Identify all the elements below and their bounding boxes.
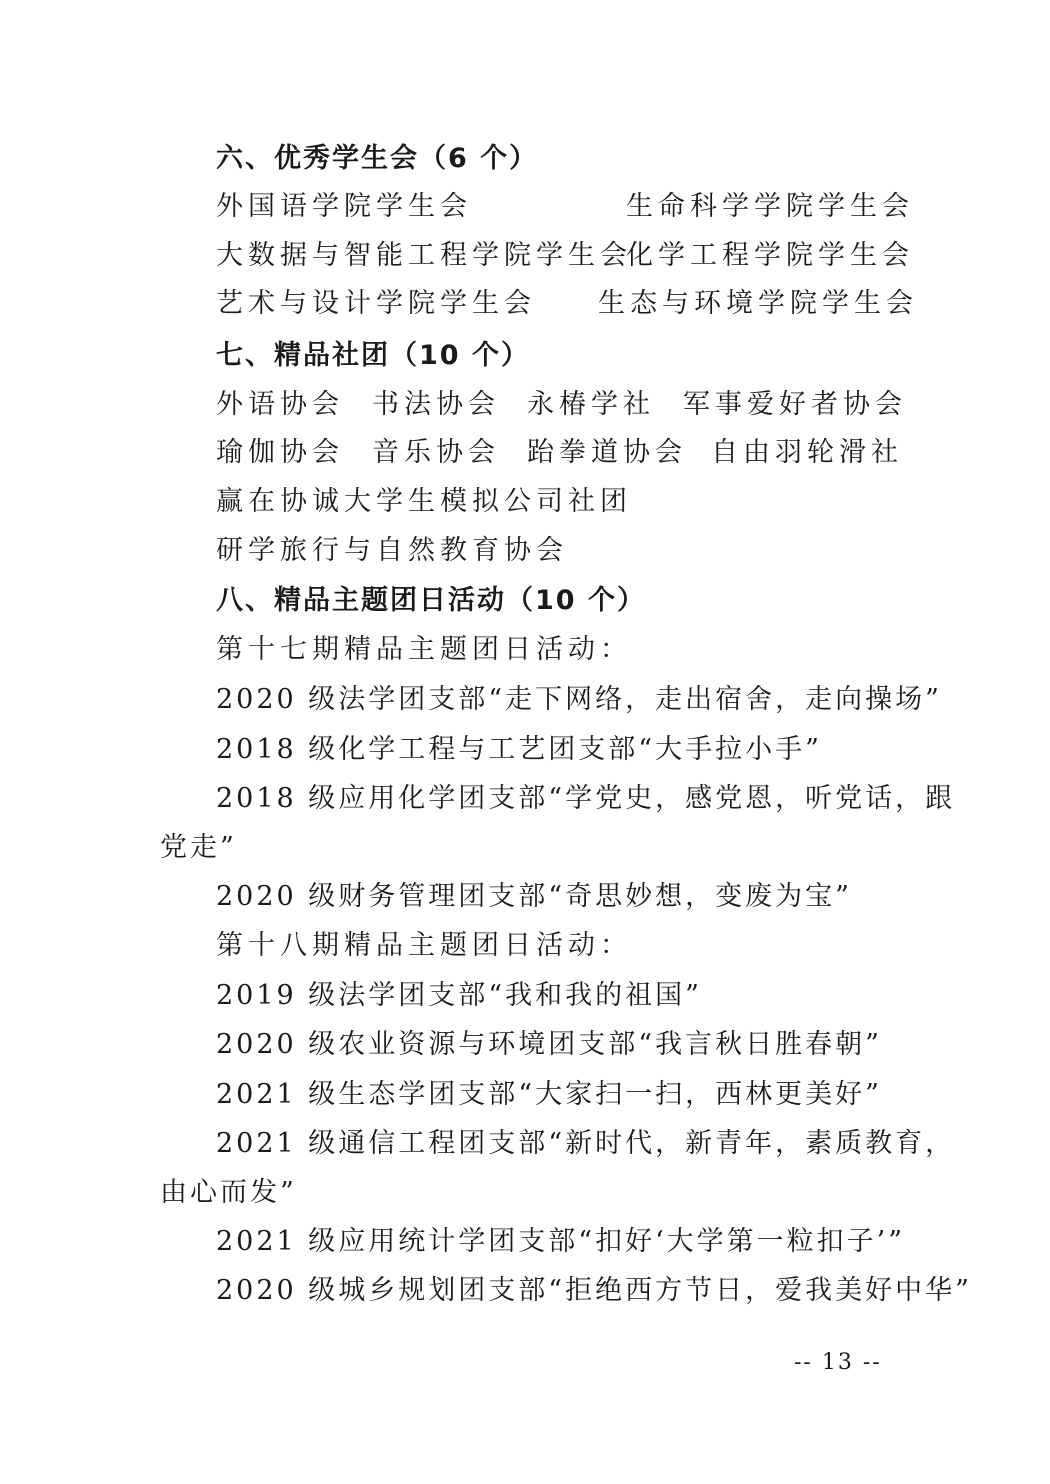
activity-item-continuation: 党走” — [160, 832, 237, 863]
club-item: 跆拳道协会 — [527, 437, 687, 468]
club-item: 书法协会 — [372, 389, 500, 420]
period-label: 第十八期精品主题团日活动： — [216, 930, 632, 961]
council-item: 外国语学院学生会 — [216, 191, 472, 222]
club-item: 自由羽轮滑社 — [711, 437, 903, 468]
activity-item: 2020 级农业资源与环境团支部“我言秋日胜春朝” — [216, 1029, 882, 1060]
council-item: 大数据与智能工程学院学生会 — [216, 240, 632, 271]
activity-item: 2021 级应用统计学团支部“扣好‘大学第一粒扣子’” — [216, 1226, 906, 1257]
council-item: 化学工程学院学生会 — [626, 240, 914, 271]
club-item: 军事爱好者协会 — [683, 389, 907, 420]
club-item: 永椿学社 — [527, 389, 655, 420]
activity-item: 2020 级城乡规划团支部“拒绝西方节日，爱我美好中华” — [216, 1275, 972, 1306]
club-item: 瑜伽协会 — [216, 437, 344, 468]
activity-item: 2020 级财务管理团支部“奇思妙想，变废为宝” — [216, 881, 852, 912]
activity-item-continuation: 由心而发” — [160, 1177, 297, 1208]
activity-item: 2021 级生态学团支部“大家扫一扫，西林更美好” — [216, 1079, 882, 1110]
council-item: 艺术与设计学院学生会 — [216, 288, 536, 319]
section-heading-six: 六、优秀学生会（6 个） — [216, 143, 539, 174]
club-item: 赢在协诚大学生模拟公司社团 — [216, 486, 632, 517]
activity-item: 2019 级法学团支部“我和我的祖国” — [216, 980, 702, 1011]
activity-item: 2021 级通信工程团支部“新时代，新青年，素质教育， — [216, 1128, 956, 1159]
page-number: -- 13 -- — [794, 1350, 882, 1375]
section-heading-eight: 八、精品主题团日活动（10 个） — [216, 585, 646, 616]
activity-item: 2018 级化学工程与工艺团支部“大手拉小手” — [216, 734, 822, 765]
period-label: 第十七期精品主题团日活动： — [216, 634, 632, 665]
council-item: 生态与环境学院学生会 — [598, 288, 918, 319]
section-heading-seven: 七、精品社团（10 个） — [216, 340, 530, 371]
activity-item: 2018 级应用化学团支部“学党史，感党恩，听党话，跟 — [216, 783, 956, 814]
club-item: 音乐协会 — [372, 437, 500, 468]
club-item: 外语协会 — [216, 389, 344, 420]
club-item: 研学旅行与自然教育协会 — [216, 535, 568, 566]
council-item: 生命科学学院学生会 — [626, 191, 914, 222]
activity-item: 2020 级法学团支部“走下网络，走出宿舍，走向操场” — [216, 684, 942, 715]
